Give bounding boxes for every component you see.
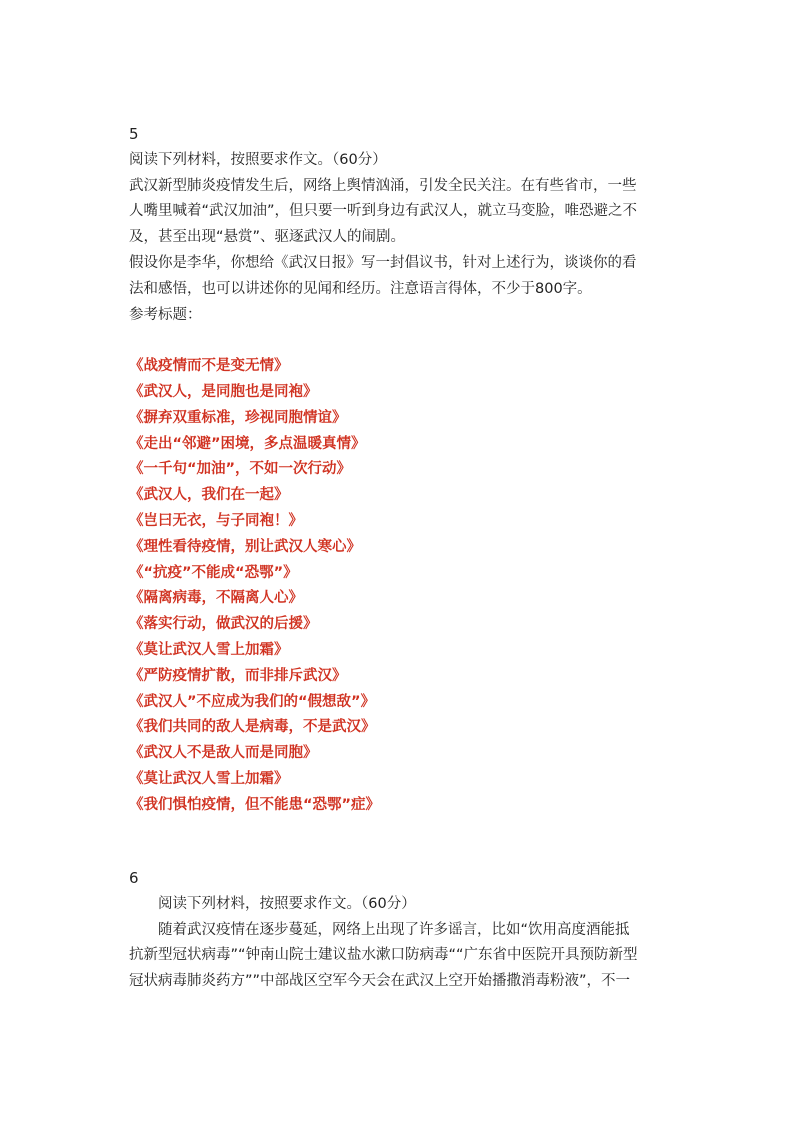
reference-title: 《落实行动，做武汉的后援》 xyxy=(129,616,318,633)
material-line: 武汉新型肺炎疫情发生后，网络上舆情汹涌，引发全民关注。在有些省市，一些 xyxy=(129,177,637,194)
reference-title: 《一千句“加油”，不如一次行动》 xyxy=(129,461,352,478)
material-line: 法和感悟，也可以讲述你的见闻和经历。注意语言得体，不少于800字。 xyxy=(129,280,592,297)
reference-title: 《我们共同的敌人是病毒，不是武汉》 xyxy=(129,719,376,736)
reference-title: 《武汉人”不应成为我们的“假想敌”》 xyxy=(129,693,376,710)
reference-title-list xyxy=(129,354,669,818)
reference-title: 《岂曰无衣，与子同袍！》 xyxy=(129,512,303,529)
material-line: 抗新型冠状病毒”“钟南山院士建议盐水漱口防病毒““广东省中医院开具预防新型 xyxy=(129,947,638,964)
material-line: 随着武汉疫情在逐步蔓延，网络上出现了许多谣言，比如“饮用高度酒能抵 xyxy=(158,921,630,938)
reference-title: 《武汉人，我们在一起》 xyxy=(129,487,289,504)
reference-title: 《我们惧怕疫情，但不能患“恐鄂”症》 xyxy=(129,796,381,813)
question-5 xyxy=(129,122,669,819)
material-line: 人嘴里喊着“武汉加油”，但只要一听到身边有武汉人，就立马变脸，唯恐避之不 xyxy=(129,203,638,220)
reference-label: 参考标题： xyxy=(129,306,202,323)
material-line: 冠状病毒肺炎药方””中部战区空军今天会在武汉上空开始播撒消毒粉液”，不一 xyxy=(129,973,631,990)
instruction: 阅读下列材料，按照要求作文。（60分） xyxy=(158,895,416,912)
instruction: 阅读下列材料，按照要求作文。（60分） xyxy=(129,151,387,168)
reference-title: 《走出“邻避”困境，多点温暖真情》 xyxy=(129,435,366,452)
reference-title: 《战疫情而不是变无情》 xyxy=(129,358,289,375)
material-line: 假设你是李华，你想给《武汉日报》写一封倡议书，针对上述行为，谈谈你的看 xyxy=(129,254,637,271)
question-6 xyxy=(129,866,669,995)
reference-title: 《武汉人不是敌人而是同胞》 xyxy=(129,745,318,762)
material-line: 及，甚至出现“悬赏”、驱逐武汉人的闹剧。 xyxy=(129,229,406,246)
reference-title: 《理性看待疫情，别让武汉人寒心》 xyxy=(129,538,361,555)
reference-title: 《隔离病毒，不隔离人心》 xyxy=(129,590,303,607)
reference-title: 《摒弃双重标准，珍视同胞情谊》 xyxy=(129,409,347,426)
reference-title: 《“抗疫”不能成“恐鄂”》 xyxy=(129,564,298,581)
reference-title: 《莫让武汉人雪上加霜》 xyxy=(129,770,289,787)
question-number: 5 xyxy=(129,125,139,143)
question-number: 6 xyxy=(129,869,139,887)
blank-line xyxy=(129,328,669,354)
reference-title: 《莫让武汉人雪上加霜》 xyxy=(129,641,289,658)
reference-title: 《严防疫情扩散，而非排斥武汉》 xyxy=(129,667,347,684)
reference-title: 《武汉人，是同胞也是同袍》 xyxy=(129,383,318,400)
